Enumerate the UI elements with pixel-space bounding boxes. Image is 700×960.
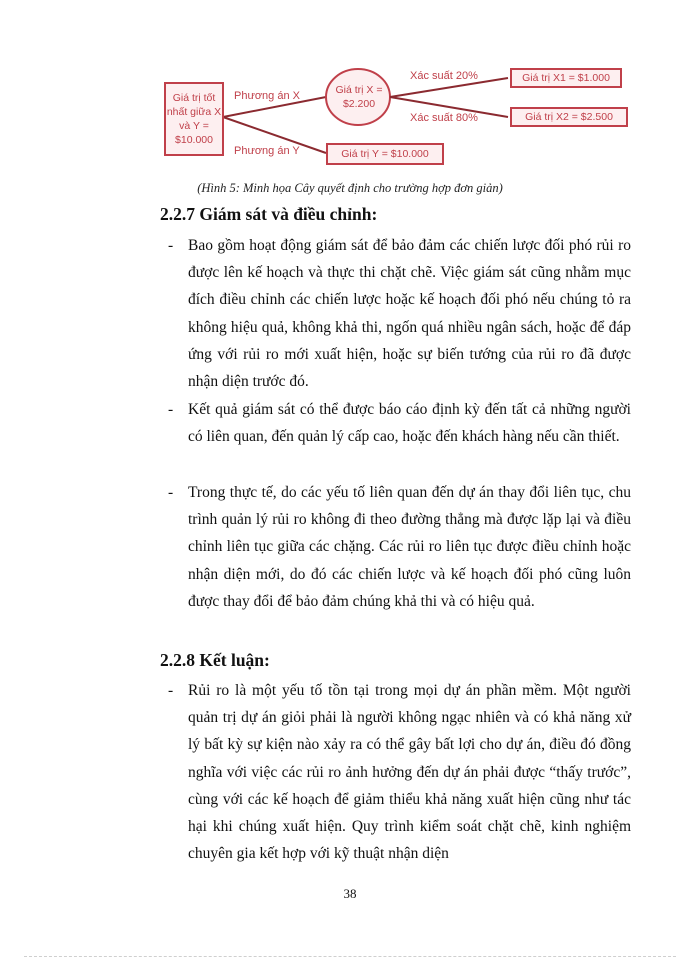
prob-80-label: Xác suất 80% xyxy=(410,112,478,124)
section-2-2-8-bullet-1: Rủi ro là một yếu tố tồn tại trong mọi dự án phần mềm. Một người quản trị dự án giỏi phải là người không ngạc nhiên và có khả năng xử lý bất kỳ sự kiện nào xảy ra có thể gây bất lợi cho dự án, điều đó đồng nghĩa với việc các rủi ro ảnh hưởng đến dự án phải được “thấy trước”, cùng với các kế hoạch để giảm thiểu khả năng xuất hiện cũng như tác hại khi chúng xuất hiện. Quy trình kiểm soát chặt chẽ, kinh nghiệm chuyên gia kết hợp với kỹ thuật nhận diện xyxy=(188,682,631,863)
bullet-marker: - xyxy=(168,401,174,418)
section-heading-2-2-8: 2.2.8 Kết luận: xyxy=(160,650,270,670)
figure-caption: (Hình 5: Minh họa Cây quyết định cho trường hợp đơn giản) xyxy=(197,181,503,195)
section-2-2-7-bullet-3: Trong thực tế, do các yếu tố liên quan đến dự án thay đổi liên tục, chu trình quản lý rủi ro không đi theo đường thẳng mà được lặp lại và điều chỉnh liên tục giữa các chặng. Các rủi ro liên tục được điều chỉnh hoặc nhận diện mới, do đó các chiến lược và kế hoạch đối phó cũng luôn được thay đổi để bảo đảm chúng khả thi và có hiệu quả. xyxy=(188,484,631,610)
page-bottom-divider xyxy=(24,956,676,957)
prob-20-label: Xác suất 20% xyxy=(410,70,478,82)
node-x-value: Giá trị X = $2.200 xyxy=(335,84,383,110)
outcome-x1-box: Giá trị X1 = $1.000 xyxy=(510,68,622,88)
bullet-marker: - xyxy=(168,484,174,501)
outcome-y-box: Giá trị Y = $10.000 xyxy=(326,143,444,165)
branch-x-label: Phương án X xyxy=(234,90,300,102)
bullet-marker: - xyxy=(168,237,174,254)
bullet-marker: - xyxy=(168,682,174,699)
section-2-2-7-bullet-1: Bao gồm hoạt động giám sát để bảo đảm các chiến lược đối phó rủi ro được lên kế hoạch và thực thi chặt chẽ. Việc giám sát cũng nhằm mục đích điều chỉnh các chiến lược hoặc kế hoạch đối phó nếu chúng tỏ ra không hiệu quả, không khả thi, ngốn quá nhiều ngân sách, hoặc để đáp ứng với rủi ro mới xuất hiện, hoặc sự biến tướng của rủi ro đã được nhận diện trước đó. xyxy=(188,237,631,391)
root-value-box: Giá trị tốt nhất giữa X và Y = $10.000 xyxy=(164,82,224,156)
outcome-x2-box: Giá trị X2 = $2.500 xyxy=(510,107,628,127)
decision-tree-figure xyxy=(150,60,650,180)
section-2-2-7-bullet-2: Kết quả giám sát có thể được báo cáo định kỳ đến tất cả những người có liên quan, đến quản lý cấp cao, hoặc đến khách hàng nếu cần thiết. xyxy=(188,401,631,446)
page-number: 38 xyxy=(343,886,357,901)
branch-y-label: Phương án Y xyxy=(234,145,300,157)
section-heading-2-2-7: 2.2.7 Giám sát và điều chỉnh: xyxy=(160,204,378,224)
